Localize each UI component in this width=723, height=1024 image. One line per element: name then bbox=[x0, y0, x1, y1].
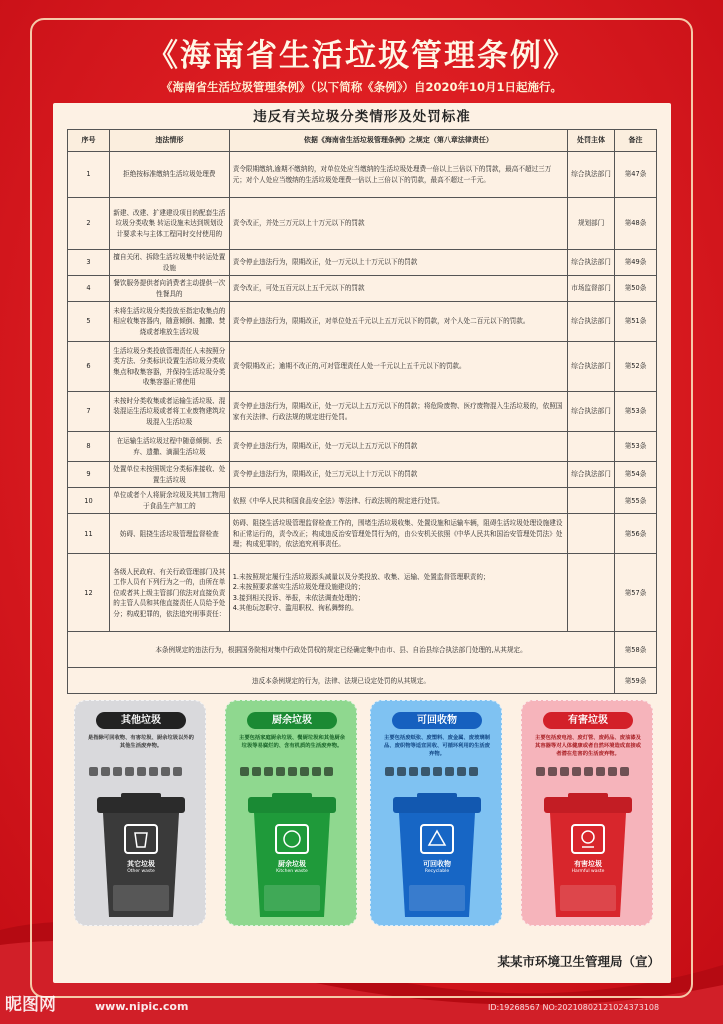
page-subtitle: 《海南省生活垃圾管理条例》（以下简称《条例》）自2020年10月1日起施行。 bbox=[160, 80, 562, 94]
item-icon bbox=[264, 767, 273, 776]
row-dept: 综合执法部门 bbox=[568, 342, 615, 392]
item-icon bbox=[252, 767, 261, 776]
recyclable-bin-label: 可回收物 bbox=[423, 860, 451, 868]
kitchen-waste-tag: 厨余垃圾 bbox=[247, 712, 337, 729]
row-rule: 依照《中华人民共和国食品安全法》等法律、行政法规的规定进行处罚。 bbox=[229, 488, 567, 514]
row-no: 12 bbox=[68, 554, 110, 632]
recyclable-tag: 可回收物 bbox=[392, 712, 482, 729]
recyclable-desc: 主要包括废纸张、废塑料、废金属、废玻璃制品、废织物等适宜回收、可循环利用的生活废弃物。 bbox=[384, 735, 490, 758]
table-row bbox=[68, 152, 657, 198]
watermark-logo: 昵图网 bbox=[5, 995, 56, 1015]
row-article: 第56条 bbox=[615, 514, 657, 554]
watermark-id: ID:19268567 NO:20210802121024373108 bbox=[488, 1003, 660, 1012]
row-case: 未将生活垃圾分类投放至指定收集点的相应收集容器内，随意倾倒、抛撒、焚烧或者堆放生活垃圾 bbox=[109, 302, 229, 342]
item-icon bbox=[113, 767, 122, 776]
watermark-url: www.nipic.com bbox=[95, 1000, 189, 1013]
row-no: 4 bbox=[68, 276, 110, 302]
merged-row-text: 本条例规定的违法行为，根据国务院相对集中行政处罚权的规定已经确定集中由市、县、自治县综合执法部门处理的,从其规定。 bbox=[68, 632, 615, 668]
row-no: 10 bbox=[68, 488, 110, 514]
row-dept bbox=[568, 514, 615, 554]
row-case: 各级人民政府、有关行政管理部门及其工作人员有下列行为之一的，由所在单位或者其上级主管部门依法对直接负责的主管人员和其他直接责任人员给予处分；构成犯罪的，依法追究刑事责任： bbox=[109, 554, 229, 632]
row-case: 生活垃圾分类投放管理责任人未按照分类方法、分类标识设置生活垃圾分类收集点和收集容器，并保持生活垃圾分类收集容器正常使用 bbox=[109, 342, 229, 392]
header-rule: 依据《海南省生活垃圾管理条例》之规定（第八章法律责任） bbox=[229, 130, 567, 152]
row-case: 拒绝按标准缴纳生活垃圾处理费 bbox=[109, 152, 229, 198]
waste-bins-section bbox=[70, 700, 660, 930]
row-rule: 责令限期缴纳,逾期不缴纳的，对单位处应当缴纳的生活垃圾处理费一倍以上三倍以下的罚款，最高不超过三万元；对个人处应当缴纳的生活垃圾处理费一倍以上三倍以下的罚款，最高不超过一千元。 bbox=[229, 152, 567, 198]
row-no: 11 bbox=[68, 514, 110, 554]
item-icon bbox=[536, 767, 545, 776]
item-icon bbox=[572, 767, 581, 776]
item-icon bbox=[548, 767, 557, 776]
row-dept: 综合执法部门 bbox=[568, 462, 615, 488]
other-waste-tag: 其他垃圾 bbox=[96, 712, 186, 729]
row-article: 第48条 bbox=[615, 198, 657, 250]
other-waste-card bbox=[74, 700, 206, 926]
harmful-waste-item-icons bbox=[536, 767, 640, 789]
row-rule: 责令停止违法行为，限期改正，处一万元以上十万元以下的罚款 bbox=[229, 250, 567, 276]
row-case: 擅自关闭、拆除生活垃圾集中转运处置设施 bbox=[109, 250, 229, 276]
recyclable-bin-en: Recyclable bbox=[424, 869, 450, 874]
row-dept bbox=[568, 488, 615, 514]
row-article: 第58条 bbox=[615, 632, 657, 668]
recyclable-card bbox=[370, 700, 502, 926]
row-rule: 责令停止违法行为，限期改正，对单位处五千元以上五万元以下的罚款，对个人处二百元以下的罚款。 bbox=[229, 302, 567, 342]
item-icon bbox=[240, 767, 249, 776]
harmful-waste-bin-en: Harmful waste bbox=[571, 869, 605, 874]
item-icon bbox=[89, 767, 98, 776]
kitchen-waste-card bbox=[225, 700, 357, 926]
row-rule: 责令限期改正；逾期不改正的,可对管理责任人处一千元以上五千元以下的罚款。 bbox=[229, 342, 567, 392]
other-waste-desc: 是指除可回收物、有害垃圾、厨余垃圾以外的其他生活废弃物。 bbox=[88, 735, 194, 750]
row-no: 2 bbox=[68, 198, 110, 250]
item-icon bbox=[324, 767, 333, 776]
row-article: 第54条 bbox=[615, 462, 657, 488]
row-article: 第52条 bbox=[615, 342, 657, 392]
kitchen-waste-bin-en: Kitchen waste bbox=[276, 869, 308, 874]
row-no: 6 bbox=[68, 342, 110, 392]
item-icon bbox=[457, 767, 466, 776]
row-rule: 1.未按照规定履行生活垃圾源头减量以及分类投放、收集、运输、处置监督管理职责的； 2.未按照要求落实生活垃圾处理设施建设的； 3.接到相关投诉、举报，未依法调查处理的； 4.其他玩忽职守、滥用职权、徇私舞弊的。 bbox=[229, 554, 567, 632]
item-icon bbox=[433, 767, 442, 776]
recyclable-bin-icon bbox=[387, 793, 487, 923]
kitchen-waste-item-icons bbox=[240, 767, 344, 789]
item-icon bbox=[161, 767, 170, 776]
table-row bbox=[68, 514, 657, 554]
harmful-waste-tag: 有害垃圾 bbox=[543, 712, 633, 729]
other-waste-bin-label: 其它垃圾 bbox=[127, 860, 155, 868]
table-merged-row bbox=[68, 668, 657, 694]
item-icon bbox=[584, 767, 593, 776]
item-icon bbox=[125, 767, 134, 776]
harmful-waste-desc: 主要包括废电池、废灯管、废药品、废油漆及其容器等对人体健康或者自然环境造成直接或者潜在危害的生活废弃物。 bbox=[535, 735, 641, 758]
row-article: 第47条 bbox=[615, 152, 657, 198]
harmful-waste-bin-label: 有害垃圾 bbox=[574, 860, 602, 868]
table-row bbox=[68, 432, 657, 462]
row-no: 1 bbox=[68, 152, 110, 198]
row-article: 第51条 bbox=[615, 302, 657, 342]
row-article: 第57条 bbox=[615, 554, 657, 632]
item-icon bbox=[276, 767, 285, 776]
item-icon bbox=[385, 767, 394, 776]
row-dept: 综合执法部门 bbox=[568, 302, 615, 342]
table-merged-row bbox=[68, 632, 657, 668]
kitchen-waste-bin-label: 厨余垃圾 bbox=[278, 860, 306, 868]
table-row bbox=[68, 276, 657, 302]
recyclable-item-icons bbox=[385, 767, 489, 789]
row-article: 第49条 bbox=[615, 250, 657, 276]
table-row bbox=[68, 462, 657, 488]
kitchen-waste-bin-icon bbox=[242, 793, 342, 923]
table-row bbox=[68, 488, 657, 514]
row-case: 未按时分类收集或者运输生活垃圾、混装混运生活垃圾或者将工业废物建筑垃圾混入生活垃圾 bbox=[109, 392, 229, 432]
header-no: 序号 bbox=[68, 130, 110, 152]
row-article: 第53条 bbox=[615, 432, 657, 462]
other-waste-bin-en: Other waste bbox=[127, 869, 155, 874]
row-rule: 责令停止违法行为，限期改正，处一万元以上五万元以下的罚款；将危险废物、医疗废物混入生活垃圾的，依照国家有关法律、行政法规的规定进行处罚。 bbox=[229, 392, 567, 432]
row-case: 在运输生活垃圾过程中随意倾倒、丢弃、遗撒、滴漏生活垃圾 bbox=[109, 432, 229, 462]
penalty-table bbox=[67, 129, 657, 694]
kitchen-waste-desc: 主要包括家庭厨余垃圾、餐厨垃圾和其他厨余垃圾等易腐烂的、含有机质的生活废弃物。 bbox=[239, 735, 345, 750]
row-case: 单位或者个人将厨余垃圾及其加工物用于食品生产加工的 bbox=[109, 488, 229, 514]
table-row bbox=[68, 392, 657, 432]
item-icon bbox=[409, 767, 418, 776]
row-dept: 综合执法部门 bbox=[568, 250, 615, 276]
item-icon bbox=[445, 767, 454, 776]
item-icon bbox=[469, 767, 478, 776]
row-dept bbox=[568, 554, 615, 632]
merged-row-text: 违反本条例规定的行为，法律、法规已设定处罚的从其规定。 bbox=[68, 668, 615, 694]
other-waste-item-icons bbox=[89, 767, 193, 789]
item-icon bbox=[137, 767, 146, 776]
table-title: 违反有关垃圾分类情形及处罚标准 bbox=[253, 109, 471, 125]
table-row bbox=[68, 554, 657, 632]
row-no: 7 bbox=[68, 392, 110, 432]
item-icon bbox=[397, 767, 406, 776]
table-row bbox=[68, 250, 657, 276]
row-rule: 责令停止违法行为，限期改正，处一万元以上五万元以下的罚款 bbox=[229, 432, 567, 462]
header-article: 备注 bbox=[615, 130, 657, 152]
issuing-organization: 某某市环境卫生管理局（宣） bbox=[497, 954, 660, 969]
row-article: 第59条 bbox=[615, 668, 657, 694]
row-article: 第55条 bbox=[615, 488, 657, 514]
row-dept: 综合执法部门 bbox=[568, 392, 615, 432]
row-rule: 责令改正，可处五百元以上五千元以下的罚款 bbox=[229, 276, 567, 302]
table-header-row bbox=[68, 130, 657, 152]
row-rule: 责令改正，并处三万元以上十万元以下的罚款 bbox=[229, 198, 567, 250]
page-title: 《海南省生活垃圾管理条例》 bbox=[147, 38, 576, 74]
row-rule: 责令停止违法行为，限期改正，处三万元以上十万元以下的罚款 bbox=[229, 462, 567, 488]
item-icon bbox=[101, 767, 110, 776]
row-no: 3 bbox=[68, 250, 110, 276]
row-no: 5 bbox=[68, 302, 110, 342]
table-row bbox=[68, 198, 657, 250]
row-dept: 市场监督部门 bbox=[568, 276, 615, 302]
row-no: 9 bbox=[68, 462, 110, 488]
row-case: 餐饮服务提供者向消费者主动提供一次性餐具的 bbox=[109, 276, 229, 302]
row-case: 妨碍、阻挠生活垃圾管理监督检查 bbox=[109, 514, 229, 554]
item-icon bbox=[560, 767, 569, 776]
harmful-waste-card bbox=[521, 700, 653, 926]
header-dept: 处罚主体 bbox=[568, 130, 615, 152]
row-dept bbox=[568, 432, 615, 462]
item-icon bbox=[620, 767, 629, 776]
item-icon bbox=[288, 767, 297, 776]
other-waste-bin-icon bbox=[91, 793, 191, 923]
item-icon bbox=[608, 767, 617, 776]
row-case: 处置单位未按照规定分类标准接收、处置生活垃圾 bbox=[109, 462, 229, 488]
item-icon bbox=[421, 767, 430, 776]
header-case: 违法情形 bbox=[109, 130, 229, 152]
row-article: 第53条 bbox=[615, 392, 657, 432]
harmful-waste-bin-icon bbox=[538, 793, 638, 923]
item-icon bbox=[173, 767, 182, 776]
item-icon bbox=[149, 767, 158, 776]
row-article: 第50条 bbox=[615, 276, 657, 302]
row-dept: 规划部门 bbox=[568, 198, 615, 250]
item-icon bbox=[596, 767, 605, 776]
row-dept: 综合执法部门 bbox=[568, 152, 615, 198]
table-row bbox=[68, 342, 657, 392]
item-icon bbox=[300, 767, 309, 776]
table-row bbox=[68, 302, 657, 342]
row-case: 新建、改建、扩建建设项目的配套生活垃圾分类收集 转运设施未达到规划设计要求未与主体工程同时交付使用的 bbox=[109, 198, 229, 250]
row-rule: 妨碍、阻挠生活垃圾管理监督检查工作的，围堵生活垃圾收集、处置设施和运输车辆，阻碍生活垃圾处理设施建设和正常运行的，责令改正；构成违反治安管理处罚行为的，由公安机关依照《中华人民共和国治安管理处罚法》处理；构成犯罪的，依法追究刑事责任。 bbox=[229, 514, 567, 554]
row-no: 8 bbox=[68, 432, 110, 462]
item-icon bbox=[312, 767, 321, 776]
